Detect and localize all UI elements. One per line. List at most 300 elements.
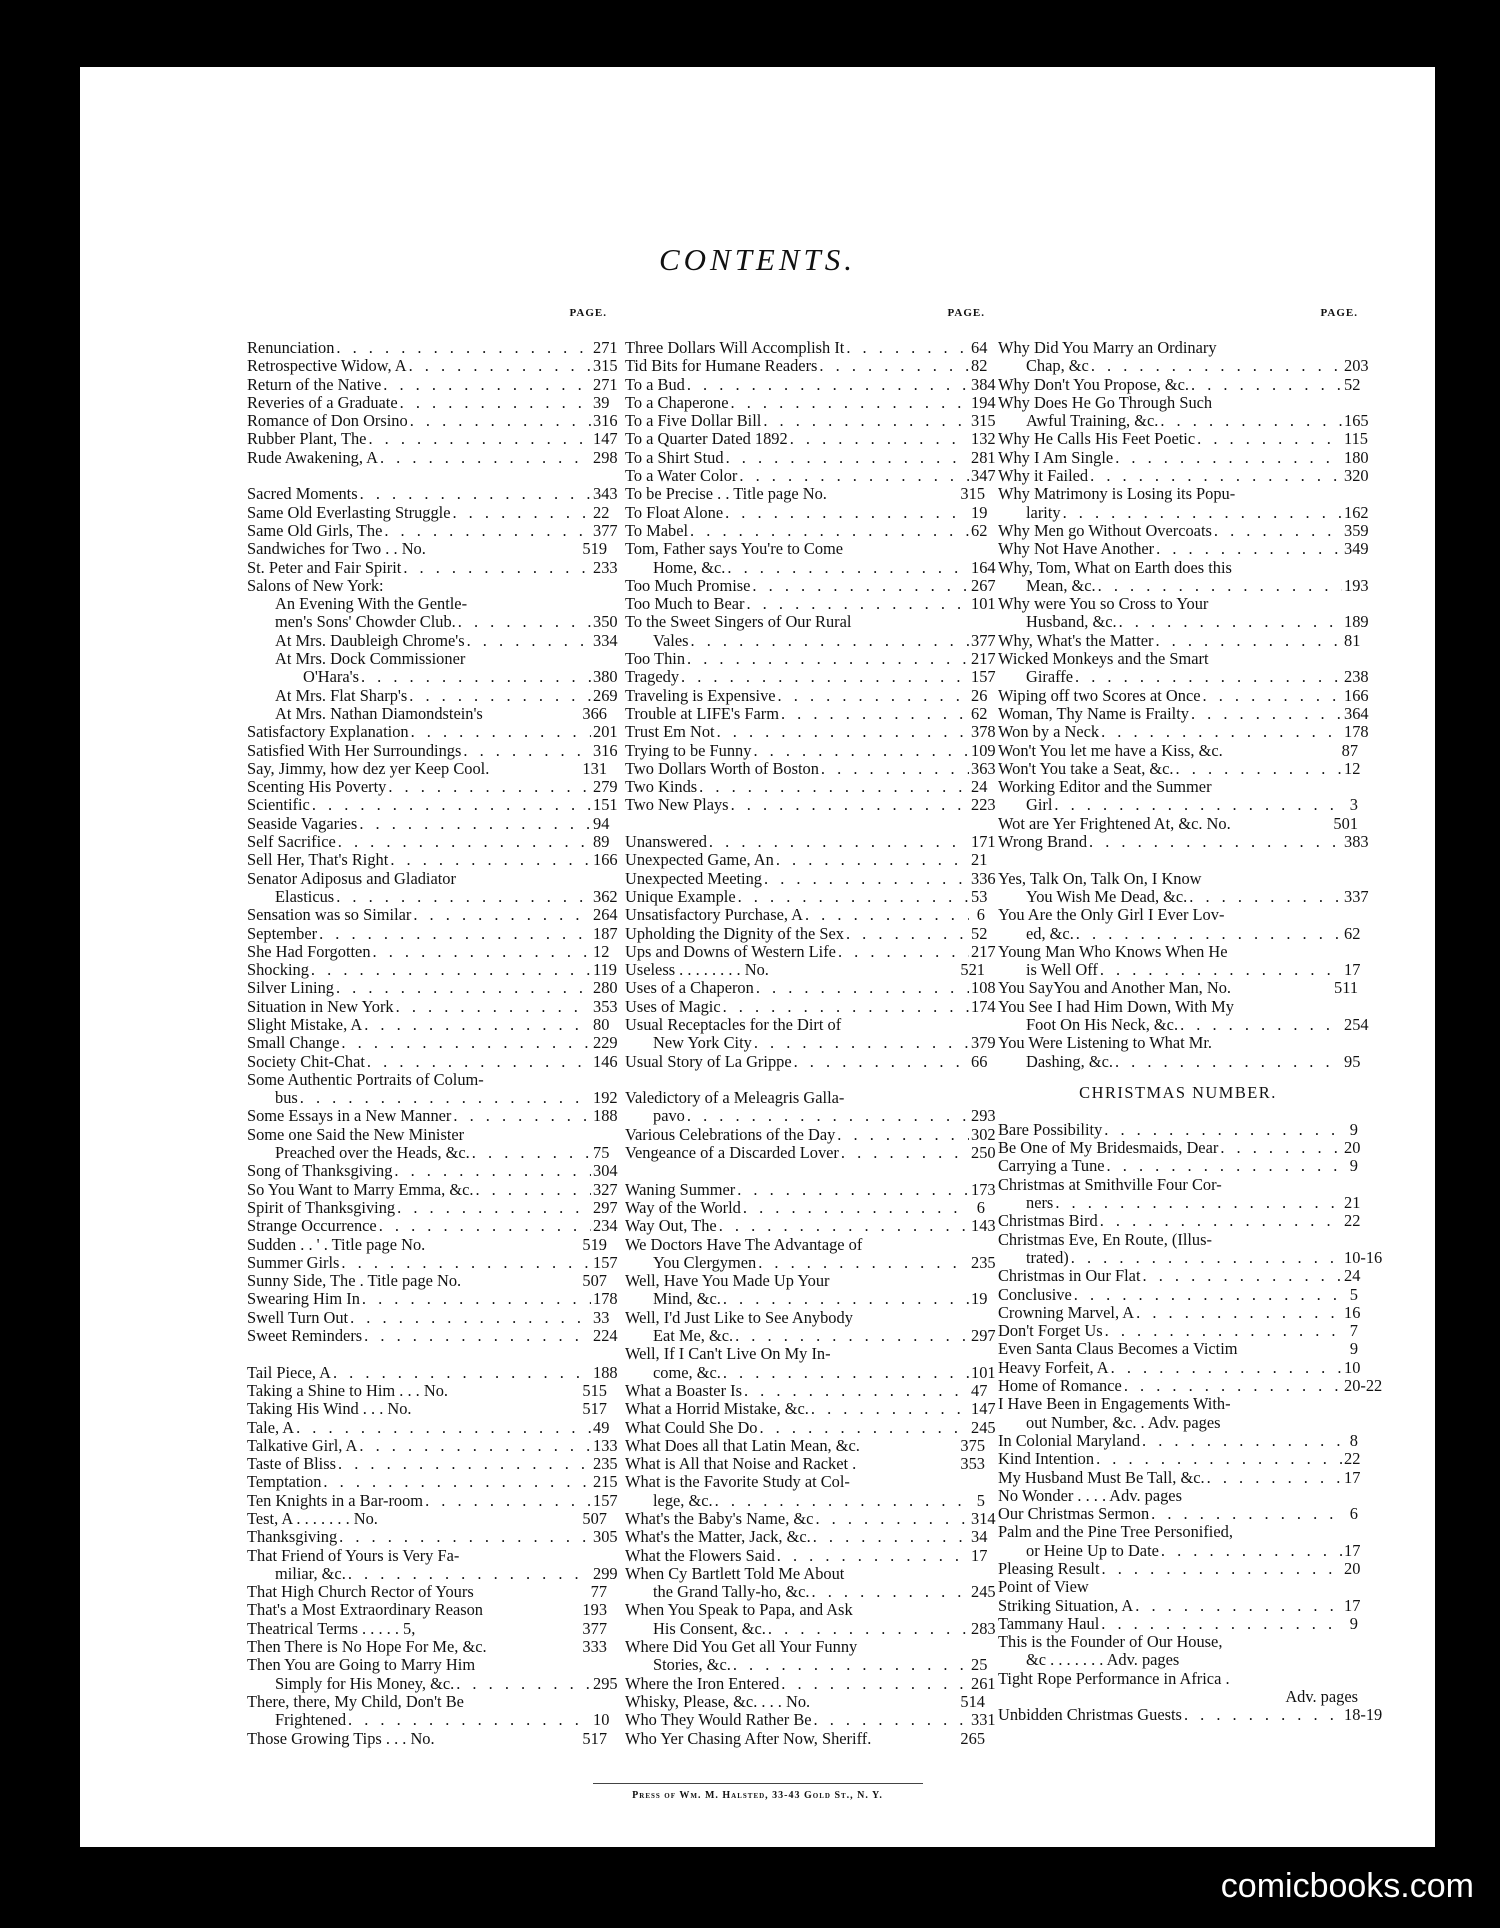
entry-title: Two Dollars Worth of Boston: [625, 758, 819, 778]
contents-entry: [998, 466, 1369, 486]
page-column-header: PAGE.: [947, 307, 985, 319]
entry-title: Usual Story of La Grippe: [625, 1051, 792, 1071]
leader-dots: [754, 1034, 969, 1052]
entry-title: Same Old Girls, The: [247, 520, 383, 540]
entry-title: In Colonial Maryland: [998, 1430, 1141, 1450]
entry-title: Song of Thanksgiving: [247, 1161, 393, 1181]
contents-entry: [998, 1193, 1361, 1213]
contents-entry: [998, 815, 1358, 833]
page-number: 238: [1344, 667, 1369, 687]
entry-title: Awful Training, &c.: [1026, 411, 1159, 431]
entry-title: Tom, Father says You're to Come: [625, 539, 844, 559]
page-number: 377: [971, 630, 996, 650]
entry-title: Where Did You Get all Your Funny: [625, 1637, 858, 1657]
leader-dots: [1090, 467, 1342, 485]
leader-dots: [687, 650, 969, 668]
leader-dots: [296, 1419, 591, 1437]
page-number: 349: [1344, 539, 1369, 559]
page-number: 359: [1344, 520, 1369, 540]
entry-title: Stories, &c.: [653, 1655, 731, 1675]
page-number: 9: [1349, 1613, 1358, 1633]
contents-entry: [247, 832, 610, 852]
leader-dots: [690, 522, 969, 540]
leader-dots: [1156, 540, 1342, 558]
contents-entry: [625, 1362, 996, 1382]
entry-title: At Mrs. Nathan Diamondstein's: [275, 703, 483, 723]
contents-entry: [625, 1089, 985, 1107]
contents-column-3: [998, 307, 1383, 1725]
contents-entry: [998, 1705, 1383, 1725]
entry-title: Two Kinds: [625, 777, 698, 797]
page-number: 147: [971, 1399, 996, 1419]
entry-title: Home of Romance: [998, 1376, 1122, 1396]
section-gap: [625, 1071, 985, 1089]
entry-title: Sell Her, That's Right: [247, 850, 389, 870]
entry-title: Sweet Reminders: [247, 1326, 363, 1346]
entry-title: Simply for His Money, &c.: [275, 1673, 455, 1693]
page-number: 147: [593, 429, 618, 449]
contents-entry: [247, 1033, 618, 1053]
leader-dots: [1207, 1469, 1342, 1487]
entry-title: Bare Possibility: [998, 1119, 1103, 1139]
leader-dots: [725, 504, 969, 522]
entry-title: Trouble at LIFE's Farm: [625, 703, 779, 723]
entry-title: Sandwiches for Two . . No.: [247, 539, 426, 559]
page-number: 188: [593, 1362, 618, 1382]
entry-title: Unique Example: [625, 886, 736, 906]
contents-entry: [625, 1216, 996, 1236]
entry-title: &c . . . . . . . Adv. pages: [1026, 1650, 1180, 1670]
entry-title: Where the Iron Entered: [625, 1673, 780, 1693]
contents-entry: [998, 1286, 1358, 1304]
entry-title: Sudden . . ' . Title page No.: [247, 1234, 426, 1254]
contents-entry: [247, 1071, 607, 1089]
page-number: 245: [971, 1417, 996, 1437]
contents-entry: [247, 1051, 618, 1071]
contents-entry: [998, 742, 1358, 760]
contents-entry: [998, 1633, 1358, 1651]
page-number: 380: [593, 667, 618, 687]
leader-dots: [1203, 687, 1342, 705]
contents-entry: [247, 1382, 607, 1400]
entry-title: Vengeance of a Discarded Lover: [625, 1143, 839, 1163]
entry-title: Frightened: [275, 1710, 347, 1730]
section-gap: [625, 815, 985, 833]
page-number: 33: [593, 1307, 610, 1327]
page-number: 143: [971, 1216, 996, 1236]
contents-entry: [998, 1467, 1361, 1487]
contents-entry: [247, 996, 618, 1016]
contents-entry: [247, 740, 618, 760]
contents-entry: [247, 595, 607, 613]
leader-dots: [339, 1528, 591, 1546]
leader-dots: [1107, 1157, 1342, 1175]
contents-entry: [998, 1414, 1358, 1432]
contents-entry: [247, 1693, 607, 1711]
contents-entry: [998, 539, 1369, 559]
page-number: 108: [971, 978, 996, 998]
page-number: 521: [960, 960, 985, 980]
page-number: 62: [1344, 923, 1361, 943]
contents-entry: [998, 595, 1358, 613]
contents-entry: [998, 1615, 1358, 1633]
page-number: 25: [971, 1655, 988, 1675]
contents-entry: [998, 520, 1369, 540]
entry-title: No Wonder . . . . Adv. pages: [998, 1485, 1182, 1505]
entry-title: To a Five Dollar Bill: [625, 411, 762, 431]
contents-entry: [625, 575, 996, 595]
page-number: 337: [1344, 886, 1369, 906]
entry-title: Dashing, &c.: [1026, 1051, 1113, 1071]
entry-title: trated): [1026, 1247, 1069, 1267]
entry-title: Won't You let me have a Kiss, &c.: [998, 740, 1223, 760]
entry-title: Girl: [1026, 795, 1053, 815]
leader-dots: [726, 449, 969, 467]
leader-dots: [311, 961, 591, 979]
leader-dots: [383, 376, 591, 394]
page-number: 101: [971, 1362, 996, 1382]
entry-title: His Consent, &c.: [653, 1618, 766, 1638]
contents-entry: [998, 502, 1369, 522]
contents-entry: [625, 740, 996, 760]
leader-dots: [687, 376, 969, 394]
leader-dots: [400, 394, 591, 412]
contents-entry: [247, 1417, 610, 1437]
entry-title: Eat Me, &c.: [653, 1326, 734, 1346]
contents-entry: [998, 1651, 1358, 1669]
entry-title: What Could She Do: [625, 1417, 758, 1437]
entry-title: Crowning Marvel, A: [998, 1302, 1135, 1322]
contents-entry: [247, 722, 618, 742]
page-number: 187: [593, 923, 618, 943]
entry-title: Swearing Him In: [247, 1289, 360, 1309]
page-number: 235: [593, 1454, 618, 1474]
contents-entry: [247, 650, 607, 668]
contents-entry: [247, 1583, 607, 1601]
page-number: 315: [960, 484, 986, 504]
leader-dots: [752, 577, 969, 595]
leader-dots: [368, 430, 591, 448]
entry-title: Small Change: [247, 1033, 340, 1053]
page-number: 17: [1344, 1467, 1361, 1487]
leader-dots: [323, 1473, 591, 1491]
leader-dots: [341, 1254, 591, 1272]
entry-title: New York City: [653, 1033, 752, 1053]
page-number: 62: [971, 703, 988, 723]
leader-dots: [764, 870, 969, 888]
leader-dots: [846, 925, 969, 943]
entry-title: Taking His Wind . . . No.: [247, 1399, 412, 1419]
leader-dots: [841, 1144, 969, 1162]
contents-entry: [998, 685, 1369, 705]
contents-entry: [625, 1601, 985, 1619]
page-number: 320: [1344, 466, 1369, 486]
page-number: 24: [1344, 1266, 1361, 1286]
contents-entry: [247, 356, 618, 376]
entry-title: There, there, My Child, Don't Be: [247, 1691, 464, 1711]
entry-title: Even Santa Claus Becomes a Victim: [998, 1339, 1238, 1359]
leader-dots: [409, 687, 591, 705]
leader-dots: [778, 687, 969, 705]
entry-title: Why Don't You Propose, &c.: [998, 374, 1189, 394]
page-number: 9: [1349, 1119, 1358, 1139]
entry-title: Tail Piece, A: [247, 1362, 331, 1382]
contents-entry: [625, 996, 996, 1016]
leader-dots: [463, 742, 591, 760]
page-column-header: PAGE.: [1320, 307, 1358, 319]
entry-title: Elasticus: [275, 886, 335, 906]
contents-entry: [998, 1523, 1358, 1541]
contents-entry: [247, 1527, 618, 1547]
page-number: 19: [971, 1289, 988, 1309]
contents-entry: [247, 1490, 618, 1510]
page-number: 188: [593, 1106, 618, 1126]
page-number: 18-19: [1344, 1705, 1383, 1725]
contents-entry: [625, 1016, 985, 1034]
contents-entry: [625, 557, 996, 577]
contents-entry: [998, 943, 1358, 961]
page-number: 193: [1344, 575, 1369, 595]
leader-dots: [338, 833, 591, 851]
entry-title: Our Christmas Sermon: [998, 1504, 1150, 1524]
page-number: 174: [971, 996, 996, 1016]
entry-title: Theatrical Terms . . . . . 5,: [247, 1618, 416, 1638]
leader-dots: [360, 485, 591, 503]
entry-title: Won't You take a Seat, &c.: [998, 758, 1174, 778]
page-number: 53: [971, 886, 988, 906]
contents-entry: [625, 868, 996, 888]
leader-dots: [361, 668, 591, 686]
entry-title: Heavy Forfeit, A: [998, 1357, 1109, 1377]
contents-entry: [998, 575, 1369, 595]
contents-entry: [625, 1309, 985, 1327]
contents-entry: [625, 1380, 988, 1400]
leader-dots: [1191, 376, 1342, 394]
leader-dots: [1104, 1121, 1342, 1139]
leader-dots: [384, 522, 591, 540]
page-number: 132: [971, 429, 996, 449]
leader-dots: [687, 1107, 969, 1125]
page-number: 336: [971, 868, 996, 888]
entry-title: Well, If I Can't Live On My In-: [625, 1344, 831, 1364]
page-number: 201: [593, 722, 618, 742]
contents-entry: [625, 795, 996, 815]
contents-entry: [247, 338, 618, 357]
page-number: 265: [960, 1728, 986, 1748]
page-number: 3: [1349, 795, 1358, 815]
section-gap: [998, 851, 1358, 869]
entry-title: Why, Tom, What on Earth does this: [998, 557, 1232, 577]
contents-entry: [625, 1618, 996, 1638]
entry-title: Some Essays in a New Manner: [247, 1106, 452, 1126]
leader-dots: [312, 796, 591, 814]
page-number: 165: [1344, 411, 1369, 431]
contents-entry: [625, 1565, 985, 1583]
entry-title: Swell Turn Out: [247, 1307, 349, 1327]
entry-title: Unsatisfactory Purchase, A: [625, 905, 803, 925]
page-number: 314: [971, 1509, 996, 1528]
contents-entry: [998, 1432, 1358, 1450]
page-number: 383: [1344, 832, 1369, 852]
entry-title: Self Sacrifice: [247, 832, 336, 852]
entry-title: ners: [1026, 1193, 1054, 1213]
contents-entry: [998, 612, 1369, 632]
contents-entry: [247, 1088, 618, 1108]
contents-entry: [998, 1231, 1358, 1249]
entry-title: Society Chit-Chat: [247, 1051, 365, 1071]
contents-entry: [247, 1510, 607, 1528]
contents-entry: [998, 1595, 1361, 1615]
page-number: 5: [976, 1490, 985, 1510]
entry-title: Rubber Plant, The: [247, 429, 367, 449]
contents-entry: [625, 1289, 988, 1309]
page-number: 52: [971, 923, 988, 943]
leader-dots: [699, 778, 969, 796]
page-number: 235: [971, 1252, 996, 1272]
entry-title: Why Matrimony is Losing its Popu-: [998, 484, 1236, 504]
entry-title: Trust Em Not: [625, 722, 715, 742]
contents-entry: [247, 941, 610, 961]
leader-dots: [805, 906, 969, 924]
entry-title: To be Precise . . Title page No.: [625, 484, 827, 504]
page-number: 173: [971, 1179, 996, 1199]
entry-title: Don't Forget Us: [998, 1321, 1103, 1341]
page-number: 6: [976, 905, 985, 925]
contents-entry: [625, 1437, 985, 1455]
contents-entry: [247, 870, 607, 888]
contents-entry: [247, 411, 618, 431]
entry-title: To Float Alone: [625, 502, 724, 522]
page-number: 39: [593, 392, 610, 412]
leader-dots: [1074, 1286, 1342, 1304]
entry-title: To a Shirt Stud: [625, 447, 724, 467]
contents-entry: [625, 703, 988, 723]
page-number: 75: [593, 1143, 610, 1163]
contents-entry: [247, 1126, 607, 1144]
page-number: 157: [971, 667, 996, 687]
contents-entry: [625, 649, 996, 669]
leader-dots: [1101, 723, 1342, 741]
leader-dots: [409, 357, 591, 375]
entry-title: Way of the World: [625, 1197, 741, 1217]
page-number: 192: [593, 1088, 618, 1108]
entry-title: What the Flowers Said: [625, 1545, 775, 1565]
contents-entry: [625, 485, 985, 503]
page-number: 164: [971, 557, 996, 577]
contents-entry: [247, 1620, 607, 1638]
leader-dots: [731, 796, 969, 814]
contents-entry: [998, 1376, 1383, 1396]
contents-entry: [998, 1357, 1361, 1377]
leader-dots: [837, 1126, 969, 1144]
contents-entry: [625, 411, 996, 431]
leader-dots: [733, 1656, 969, 1674]
entry-title: Traveling is Expensive: [625, 685, 776, 705]
contents-entry: [247, 1106, 618, 1126]
contents-entry: [998, 886, 1369, 906]
page-number: 189: [1344, 612, 1369, 632]
entry-title: Three Dollars Will Accomplish It: [625, 338, 845, 357]
contents-entry: [247, 1216, 618, 1236]
leader-dots: [681, 668, 969, 686]
page-number: 269: [593, 685, 618, 705]
leader-dots: [350, 1309, 591, 1327]
contents-entry: [998, 1302, 1361, 1322]
contents-entry: [625, 1399, 996, 1419]
entry-title: Two New Plays: [625, 795, 729, 815]
leader-dots: [768, 1620, 969, 1638]
leader-dots: [759, 1419, 969, 1437]
page-number: 17: [1344, 1595, 1361, 1615]
contents-entry: [998, 1559, 1361, 1578]
entry-list: [625, 338, 996, 1748]
leader-dots: [1102, 1560, 1342, 1578]
contents-entry: [625, 1033, 996, 1053]
leader-dots: [394, 1162, 591, 1180]
entry-title: We Doctors Have The Advantage of: [625, 1234, 863, 1254]
entry-title: To a Quarter Dated 1892: [625, 429, 788, 449]
contents-entry: [247, 447, 618, 467]
page-number: 22: [1344, 1449, 1361, 1469]
contents-entry: [998, 1034, 1358, 1052]
contents-entry: [247, 1143, 610, 1163]
page-number: 517: [582, 1728, 608, 1748]
entry-title: September: [247, 923, 318, 943]
contents-entry: [998, 796, 1358, 814]
leader-dots: [1176, 760, 1342, 778]
page-number: 21: [1344, 1193, 1361, 1213]
contents-entry: [998, 1395, 1358, 1413]
page-number: 8: [1349, 1430, 1358, 1450]
entry-title: Why Did You Marry an Ordinary: [998, 338, 1217, 357]
page-number: 95: [1344, 1051, 1361, 1071]
page-number: 17: [1344, 1540, 1361, 1560]
contents-entry: [625, 392, 996, 412]
page-number: 6: [1349, 1504, 1358, 1524]
entry-title: Husband, &c.: [1026, 612, 1117, 632]
footer-text: Press of Wm. M. Halsted, 33-43 Gold St., N. Y.: [632, 1790, 883, 1801]
page-number: 362: [593, 886, 618, 906]
page-number: 507: [582, 1271, 607, 1291]
leader-dots: [1191, 705, 1342, 723]
entry-title: Unexpected Game, An: [625, 850, 774, 870]
entry-title: miliar, &c.: [275, 1563, 346, 1583]
contents-entry: [625, 1492, 985, 1510]
contents-entry: [625, 961, 985, 979]
leader-dots: [396, 998, 591, 1016]
leader-dots: [744, 1382, 969, 1400]
entry-title: Why Does He Go Through Such: [998, 392, 1213, 412]
page-number: 203: [1344, 356, 1369, 376]
leader-dots: [1063, 504, 1342, 522]
entry-title: Uses of a Chaperon: [625, 978, 754, 998]
leader-dots: [336, 979, 591, 997]
leader-dots: [717, 723, 969, 741]
contents-entry: [998, 1247, 1383, 1267]
leader-dots: [1119, 613, 1342, 631]
contents-entry: [625, 685, 988, 705]
contents-entry: [247, 577, 607, 595]
contents-entry: [625, 447, 996, 467]
entry-title: bus: [275, 1088, 298, 1108]
entry-title: Christmas at Smithville Four Cor-: [998, 1174, 1222, 1194]
contents-entry: [247, 1252, 618, 1272]
leader-dots: [781, 705, 969, 723]
page-number: 363: [971, 758, 996, 778]
entry-title: Why were You so Cross to Your: [998, 594, 1209, 614]
leader-dots: [1220, 1139, 1342, 1157]
leader-dots: [452, 504, 591, 522]
